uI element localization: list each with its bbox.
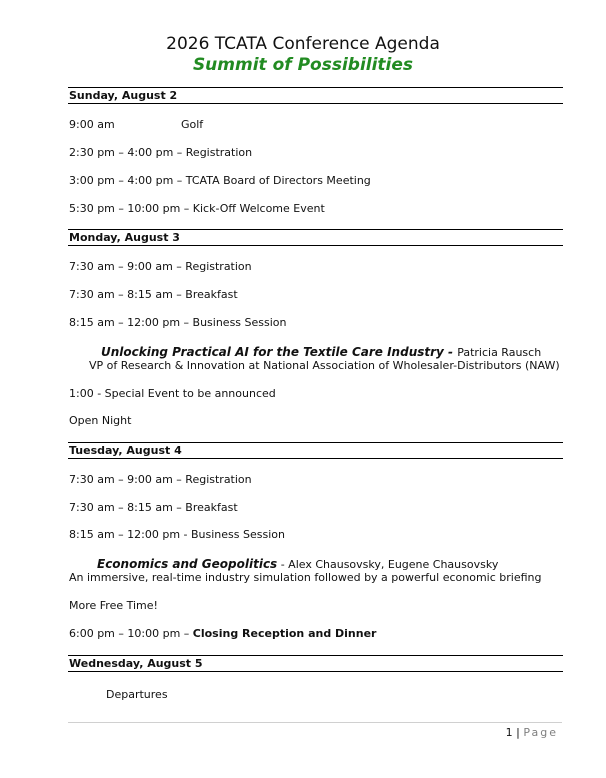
session-item	[101, 345, 541, 360]
agenda-item: 8:15 am – 12:00 pm – Business Session	[69, 316, 287, 329]
day-header-sunday: Sunday, August 2	[68, 87, 563, 104]
footer-divider	[68, 722, 562, 723]
agenda-item: Departures	[106, 688, 168, 701]
agenda-event: Golf	[181, 118, 204, 131]
footer-separator: |	[512, 726, 524, 739]
agenda-item: 5:30 pm – 10:00 pm – Kick-Off Welcome Event	[69, 202, 325, 215]
agenda-item: 8:15 am – 12:00 pm - Business Session	[69, 528, 285, 541]
session-detail: VP of Research & Innovation at National Association of Wholesaler-Distributors (NAW)	[89, 359, 560, 372]
document-title: 2026 TCATA Conference Agenda	[166, 34, 440, 54]
agenda-event: Closing Reception and Dinner	[192, 627, 377, 640]
day-header-tuesday: Tuesday, August 4	[68, 442, 563, 459]
session-speaker: Patricia Rausch	[457, 346, 542, 359]
page-footer	[506, 726, 558, 740]
page-label: Page	[523, 726, 558, 739]
session-item	[97, 557, 498, 572]
session-title: Unlocking Practical AI for the Textile Care Industry -	[101, 345, 458, 359]
agenda-item: 7:30 am – 9:00 am – Registration	[69, 260, 252, 273]
agenda-item: 7:30 am – 8:15 am – Breakfast	[69, 501, 238, 514]
agenda-item: 3:00 pm – 4:00 pm – TCATA Board of Directors Meeting	[69, 174, 371, 187]
agenda-item: 2:30 pm – 4:00 pm – Registration	[69, 146, 253, 159]
agenda-item: More Free Time!	[69, 599, 158, 612]
agenda-item	[69, 627, 376, 641]
agenda-time: 6:00 pm – 10:00 pm –	[69, 627, 193, 640]
agenda-item: Open Night	[69, 414, 132, 427]
agenda-time: 9:00 am	[69, 118, 115, 131]
agenda-item: 7:30 am – 8:15 am – Breakfast	[69, 288, 238, 301]
document-subtitle: Summit of Possibilities	[192, 55, 414, 75]
agenda-item	[69, 118, 204, 132]
page-number: 1	[505, 726, 513, 739]
agenda-item: 7:30 am – 9:00 am – Registration	[69, 473, 252, 486]
session-detail: An immersive, real-time industry simulation followed by a powerful economic briefing	[69, 571, 542, 584]
session-speaker: - Alex Chausovsky, Eugene Chausovsky	[277, 558, 499, 571]
day-header-monday: Monday, August 3	[68, 229, 563, 246]
agenda-item: 1:00 - Special Event to be announced	[69, 387, 276, 400]
session-title: Economics and Geopolitics	[97, 557, 278, 571]
day-header-wednesday: Wednesday, August 5	[68, 655, 563, 672]
